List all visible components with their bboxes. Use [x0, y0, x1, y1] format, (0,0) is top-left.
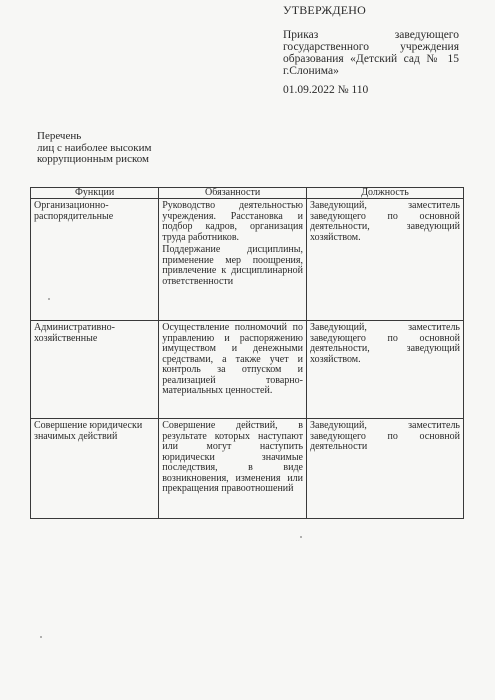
approval-order — [283, 29, 459, 77]
heading-line: Перечень — [37, 130, 82, 142]
duty-paragraph: Осуществление полномочий по управлению и распоряжению имуществом и денежными средствами, а также учет и контроль за отпуском и реализацией товарно-материальных ценностей. — [162, 322, 303, 396]
position-cell: Заведующий, заместитель заведующего по основной деятельности, заведующий хозяйством. — [307, 199, 464, 321]
column-header-functions: Функции — [31, 188, 159, 199]
duty-paragraph: Поддержание дисциплины, применение мер поощрения, привлечение к дисциплинарной ответственности — [162, 244, 303, 287]
approval-date: 01.09.2022 № 110 — [283, 84, 369, 96]
scan-speck — [40, 636, 42, 638]
duty-paragraph: Совершение действий, в результате которых наступают или могут наступить юридически значимые последствия, в виде возникновения, изменения или прекращения правоотношений — [162, 420, 303, 494]
scan-speck — [300, 536, 302, 538]
approval-order-line: образования «Детский сад № 15 — [283, 53, 459, 65]
duties-cell — [159, 321, 307, 419]
column-header-position: Должность — [307, 188, 464, 199]
duties-cell — [159, 199, 307, 321]
table-row — [31, 419, 464, 519]
approval-title: УТВЕРЖДЕНО — [283, 3, 367, 17]
approval-block — [283, 4, 459, 96]
column-header-duties: Обязанности — [159, 188, 307, 199]
position-cell: Заведующий, заместитель заведующего по основной деятельности, заведующий хозяйством. — [307, 321, 464, 419]
function-cell: Административно-хозяйственные — [31, 321, 159, 419]
approval-order-line: г.Слонима» — [283, 65, 339, 77]
table-row — [31, 321, 464, 419]
approval-order-line: Приказ заведующего — [283, 29, 459, 41]
table-header-row — [31, 188, 464, 199]
function-cell: Совершение юридически значимых действий — [31, 419, 159, 519]
heading-line: коррупционным риском — [37, 153, 149, 165]
duties-cell — [159, 419, 307, 519]
document-heading — [37, 131, 151, 166]
scan-speck — [48, 298, 50, 300]
approval-order-line: государственного учреждения — [283, 41, 459, 53]
table-row — [31, 199, 464, 321]
function-cell: Организационно-распорядительные — [31, 199, 159, 321]
heading-line: лиц с наиболее высоким — [37, 141, 152, 154]
risk-table — [30, 187, 464, 519]
position-cell: Заведующий, заместитель заведующего по основной деятельности — [307, 419, 464, 519]
duty-paragraph: Руководство деятельностью учреждения. Расстановка и подбор кадров, организация труда работников. — [162, 200, 303, 243]
